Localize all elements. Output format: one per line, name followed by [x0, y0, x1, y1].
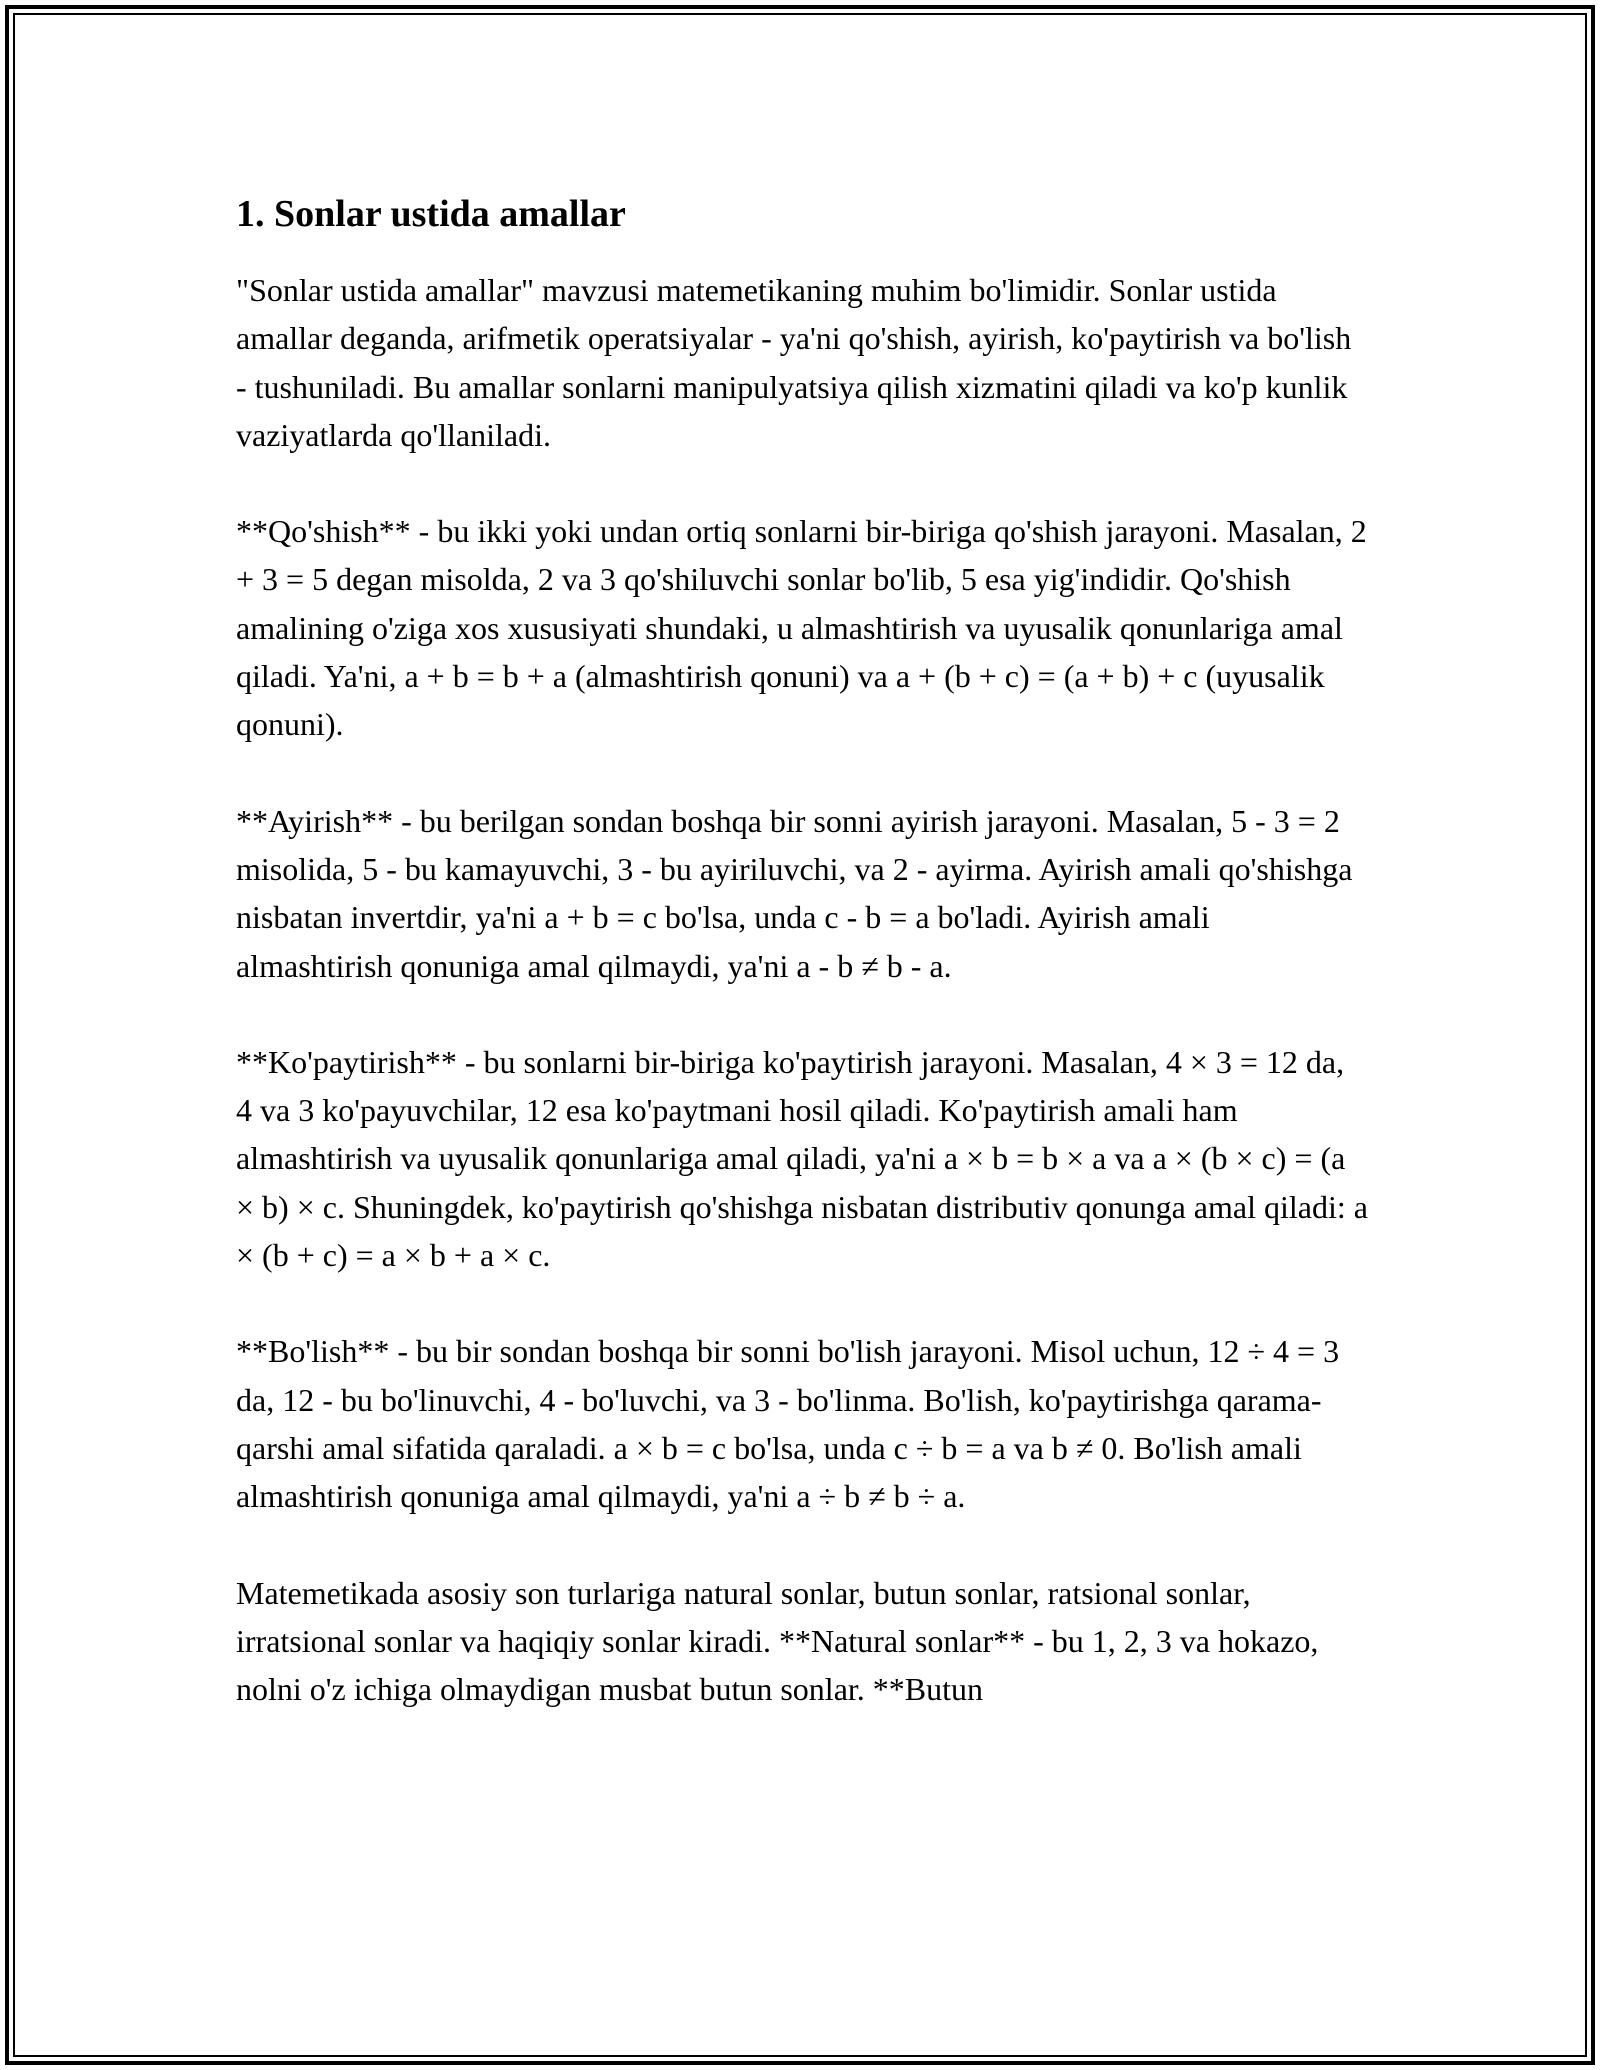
subtraction-paragraph: **Ayirish** - bu berilgan sondan boshqa bir sonni ayirish jarayoni. Masalan, 5 - 3 = 2 misolida, 5 - bu kamayuvchi, 3 - bu ayiriluvchi, va 2 - ayirma. Ayirish amali qo'shishga nisbatan invertdir, ya'ni a + b = c bo'lsa, unda c - b = a bo'ladi. Ayirish amali almashtirish qonuniga amal qilmaydi, ya'ni a - b ≠ b - a. [236, 802, 1353, 984]
document-body [236, 186, 1368, 1713]
division-paragraph: **Bo'lish** - bu bir sondan boshqa bir sonni bo'lish jarayoni. Misol uchun, 12 ÷ 4 = 3 da, 12 - bu bo'linuvchi, 4 - bo'luvchi, va 3 - bo'linma. Bo'lish, ko'paytirishga qarama-qarshi amal sifatida qaraladi. a × b = c bo'lsa, unda c ÷ b = a va b ≠ 0. Bo'lish amali almashtirish qonuniga amal qilmaydi, ya'ni a ÷ b ≠ b ÷ a. [236, 1333, 1340, 1515]
intro-paragraph: "Sonlar ustida amallar" mavzusi matemetikaning muhim bo'limidir. Sonlar ustida amallar deganda, arifmetik operatsiyalar - ya'ni qo'shish, ayirish, ko'paytirish va bo'lish - tushuniladi. Bu amallar sonlarni manipulyatsiya qilish xizmatini qiladi va ko'p kunlik vaziyatlarda qo'llaniladi. [236, 272, 1352, 453]
number-types-paragraph: Matemetikada asosiy son turlariga natural sonlar, butun sonlar, ratsional sonlar, irratsional sonlar va haqiqiy sonlar kiradi. **Natural sonlar** - bu 1, 2, 3 va hokazo, nolni o'z ichiga olmaydigan musbat butun sonlar. **Butun [236, 1574, 1319, 1708]
section-heading: 1. Sonlar ustida amallar [236, 193, 626, 235]
addition-paragraph: **Qo'shish** - bu ikki yoki undan ortiq sonlarni bir-biriga qo'shish jarayoni. Masalan, 2 + 3 = 5 degan misolda, 2 va 3 qo'shiluvchi sonlar bo'lib, 5 esa yig'indidir. Qo'shish amalining o'ziga xos xususiyati shundaki, u almashtirish va uyusalik qonunlariga amal qiladi. Ya'ni, a + b = b + a (almashtirish qonuni) va a + (b + c) = (a + b) + c (uyusalik qonuni). [236, 513, 1367, 743]
multiplication-paragraph: **Ko'paytirish** - bu sonlarni bir-biriga ko'paytirish jarayoni. Masalan, 4 × 3 = 12 da, 4 va 3 ko'payuvchilar, 12 esa ko'paytmani hosil qiladi. Ko'paytirish amali ham almashtirish va uyusalik qonunlariga amal qiladi, ya'ni a × b = b × a va a × (b × c) = (a × b) × c. Shuningdek, ko'paytirish qo'shishga nisbatan distributiv qonunga amal qiladi: a × (b + c) = a × b + a × c. [236, 1043, 1368, 1274]
